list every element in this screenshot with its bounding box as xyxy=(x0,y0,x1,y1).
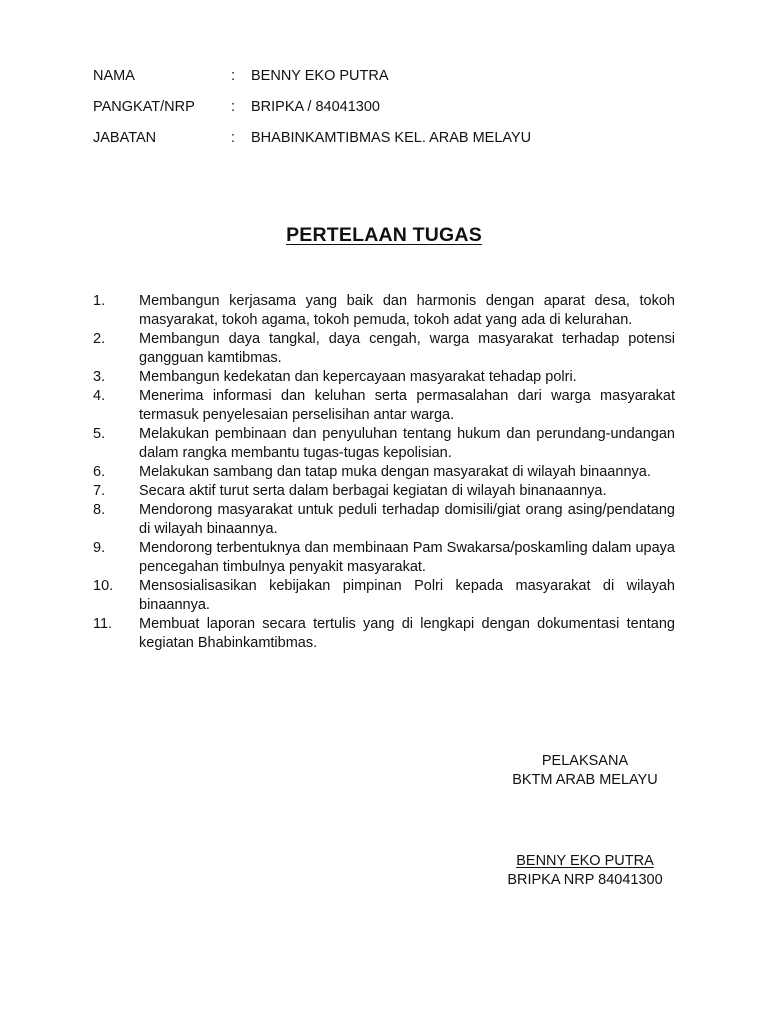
duty-number: 10. xyxy=(93,578,114,594)
identity-label: NAMA xyxy=(93,68,135,84)
duty-item xyxy=(93,463,675,482)
duty-item xyxy=(93,387,675,425)
duty-item xyxy=(93,577,675,615)
identity-value: BENNY EKO PUTRA xyxy=(251,68,389,84)
identity-value: BHABINKAMTIBMAS KEL. ARAB MELAYU xyxy=(251,130,532,146)
duty-number: 1. xyxy=(93,293,106,309)
identity-label: PANGKAT/NRP xyxy=(93,99,195,115)
duty-item xyxy=(93,615,675,653)
duty-text: Melakukan sambang dan tatap muka dengan masyarakat di wilayah binaannya. xyxy=(139,464,651,480)
duty-number: 3. xyxy=(93,369,106,385)
duty-text: Mendorong masyarakat untuk peduli terhadap domisili/giat orang asing/pendatang di wilayah binaannya. xyxy=(139,502,675,537)
duty-text: Membuat laporan secara tertulis yang di lengkapi dengan dokumentasi tentang kegiatan Bhabinkamtibmas. xyxy=(139,616,675,651)
duty-number: 9. xyxy=(93,540,106,556)
identity-colon: : xyxy=(231,68,236,84)
duty-list xyxy=(93,292,675,653)
identity-row-position xyxy=(93,129,693,160)
identity-label: JABATAN xyxy=(93,130,157,146)
identity-block xyxy=(93,67,693,160)
duty-text: Membangun kedekatan dan kepercayaan masyarakat tehadap polri. xyxy=(139,369,577,385)
duty-item xyxy=(93,368,675,387)
signature-block xyxy=(470,752,700,890)
duty-text: Mendorong terbentuknya dan membinaan Pam Swakarsa/poskamling dalam upaya pencegahan timbulnya penyakit masyarakat. xyxy=(139,540,675,575)
signature-space xyxy=(470,790,700,852)
identity-row-rank xyxy=(93,98,693,129)
duty-number: 11. xyxy=(93,616,113,632)
identity-colon: : xyxy=(231,99,236,115)
document-title: PERTELAAN TUGAS xyxy=(286,224,482,246)
duty-item xyxy=(93,425,675,463)
duty-number: 5. xyxy=(93,426,106,442)
duty-text: Membangun kerjasama yang baik dan harmonis dengan aparat desa, tokoh masyarakat, tokoh agama, tokoh pemuda, tokoh adat yang ada di kelurahan. xyxy=(139,293,675,328)
duty-text: Mensosialisasikan kebijakan pimpinan Polri kepada masyarakat di wilayah binaannya. xyxy=(139,578,675,613)
duty-text: Menerima informasi dan keluhan serta permasalahan dari warga masyarakat termasuk penyelesaian perselisihan antar warga. xyxy=(139,388,675,423)
duty-item xyxy=(93,539,675,577)
duty-text: Melakukan pembinaan dan penyuluhan tentang hukum dan perundang-undangan dalam rangka membantu tugas-tugas kepolisian. xyxy=(139,426,675,461)
duty-item xyxy=(93,482,675,501)
duty-item xyxy=(93,330,675,368)
duty-text: Membangun daya tangkal, daya cengah, warga masyarakat terhadap potensi gangguan kamtibmas. xyxy=(139,331,675,366)
identity-colon: : xyxy=(231,130,236,146)
duty-number: 2. xyxy=(93,331,106,347)
signature-unit: BKTM ARAB MELAYU xyxy=(512,772,658,788)
duty-number: 8. xyxy=(93,502,106,518)
signature-name: BENNY EKO PUTRA xyxy=(516,853,654,869)
duty-number: 6. xyxy=(93,464,106,480)
duty-number: 7. xyxy=(93,483,106,499)
signature-rank-nrp: BRIPKA NRP 84041300 xyxy=(507,872,663,888)
duty-item xyxy=(93,292,675,330)
duty-text: Secara aktif turut serta dalam berbagai kegiatan di wilayah binanaannya. xyxy=(139,483,607,499)
duty-number: 4. xyxy=(93,388,106,404)
identity-row-name xyxy=(93,67,693,98)
duty-item xyxy=(93,501,675,539)
identity-value: BRIPKA / 84041300 xyxy=(251,99,380,115)
signature-role: PELAKSANA xyxy=(541,753,629,769)
